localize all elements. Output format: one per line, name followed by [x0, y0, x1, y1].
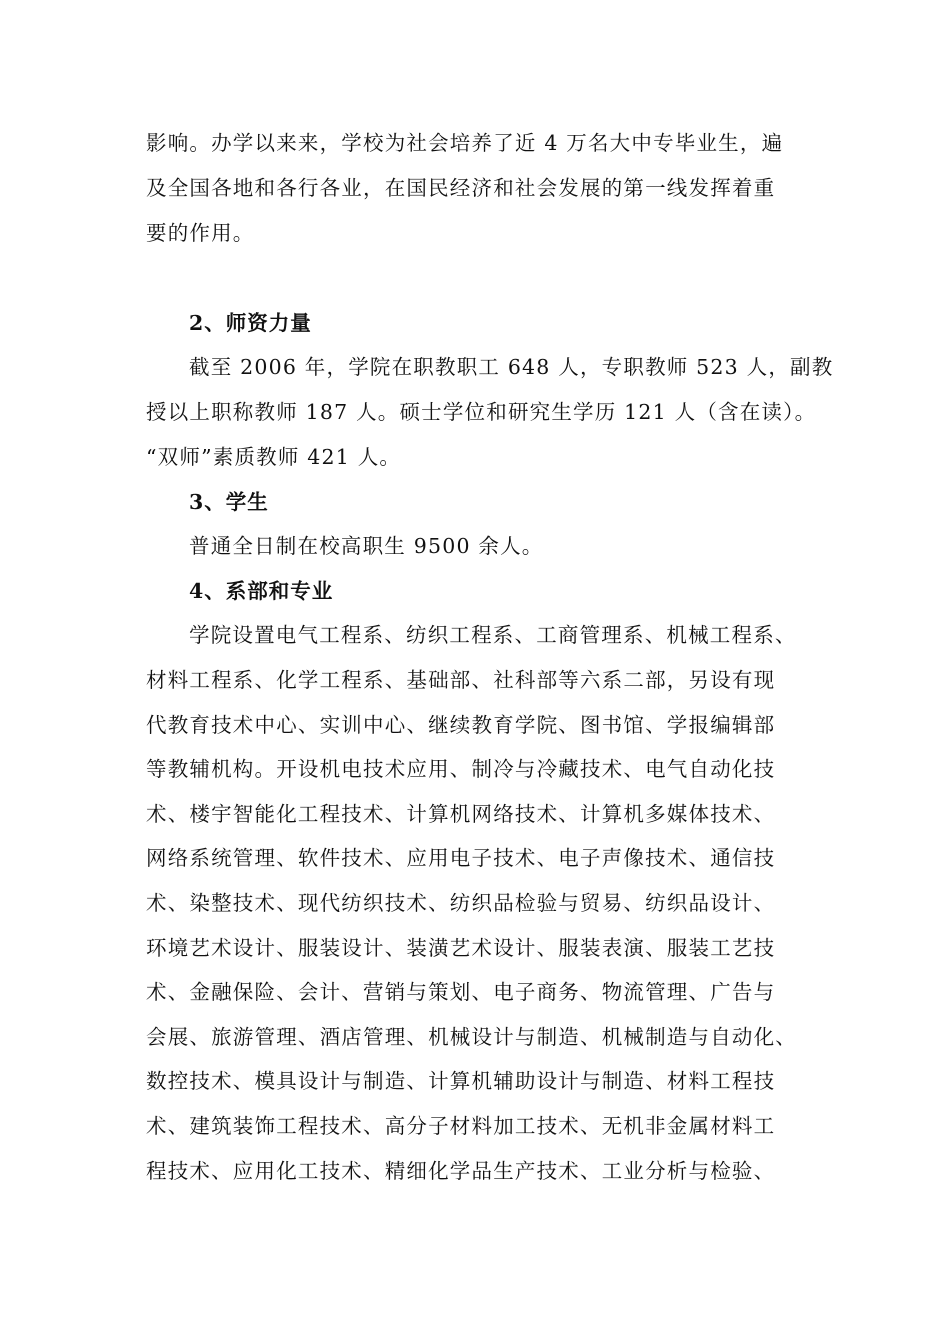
departments-line-2: 材料工程系、化学工程系、基础部、社科部等六系二部，另设有现	[146, 668, 776, 692]
intro-line-2: 及全国各地和各行各业，在国民经济和社会发展的第一线发挥着重	[146, 176, 776, 200]
departments-line-10: 会展、旅游管理、酒店管理、机械设计与制造、机械制造与自动化、	[146, 1025, 797, 1049]
faculty-line-1: 截至 2006 年，学院在职教职工 648 人，专职教师 523 人，副教	[189, 355, 834, 379]
departments-line-12: 术、建筑装饰工程技术、高分子材料加工技术、无机非金属材料工	[146, 1114, 776, 1138]
departments-line-13: 程技术、应用化工技术、精细化学品生产技术、工业分析与检验、	[146, 1159, 776, 1183]
departments-line-5: 术、楼宇智能化工程技术、计算机网络技术、计算机多媒体技术、	[146, 802, 776, 826]
departments-line-1: 学院设置电气工程系、纺织工程系、工商管理系、机械工程系、	[189, 623, 797, 647]
departments-line-4: 等教辅机构。开设机电技术应用、制冷与冷藏技术、电气自动化技	[146, 757, 776, 781]
departments-line-3: 代教育技术中心、实训中心、继续教育学院、图书馆、学报编辑部	[146, 713, 776, 737]
departments-line-11: 数控技术、模具设计与制造、计算机辅助设计与制造、材料工程技	[146, 1069, 776, 1093]
departments-heading: 4、系部和专业	[189, 579, 334, 603]
departments-line-7: 术、染整技术、现代纺织技术、纺织品检验与贸易、纺织品设计、	[146, 891, 776, 915]
students-heading: 3、学生	[189, 490, 269, 514]
students-line-1: 普通全日制在校高职生 9500 余人。	[189, 534, 544, 558]
faculty-line-2: 授以上职称教师 187 人。硕士学位和研究生学历 121 人（含在读）。	[146, 400, 817, 424]
intro-line-1: 影响。办学以来来，学校为社会培养了近 4 万名大中专毕业生，遍	[146, 131, 784, 155]
intro-line-3: 要的作用。	[146, 221, 255, 245]
faculty-line-3: “双师”素质教师 421 人。	[146, 445, 402, 469]
departments-line-9: 术、金融保险、会计、营销与策划、电子商务、物流管理、广告与	[146, 980, 776, 1004]
departments-line-8: 环境艺术设计、服装设计、装潢艺术设计、服装表演、服装工艺技	[146, 936, 776, 960]
departments-line-6: 网络系统管理、软件技术、应用电子技术、电子声像技术、通信技	[146, 846, 776, 870]
faculty-heading: 2、师资力量	[189, 311, 312, 335]
